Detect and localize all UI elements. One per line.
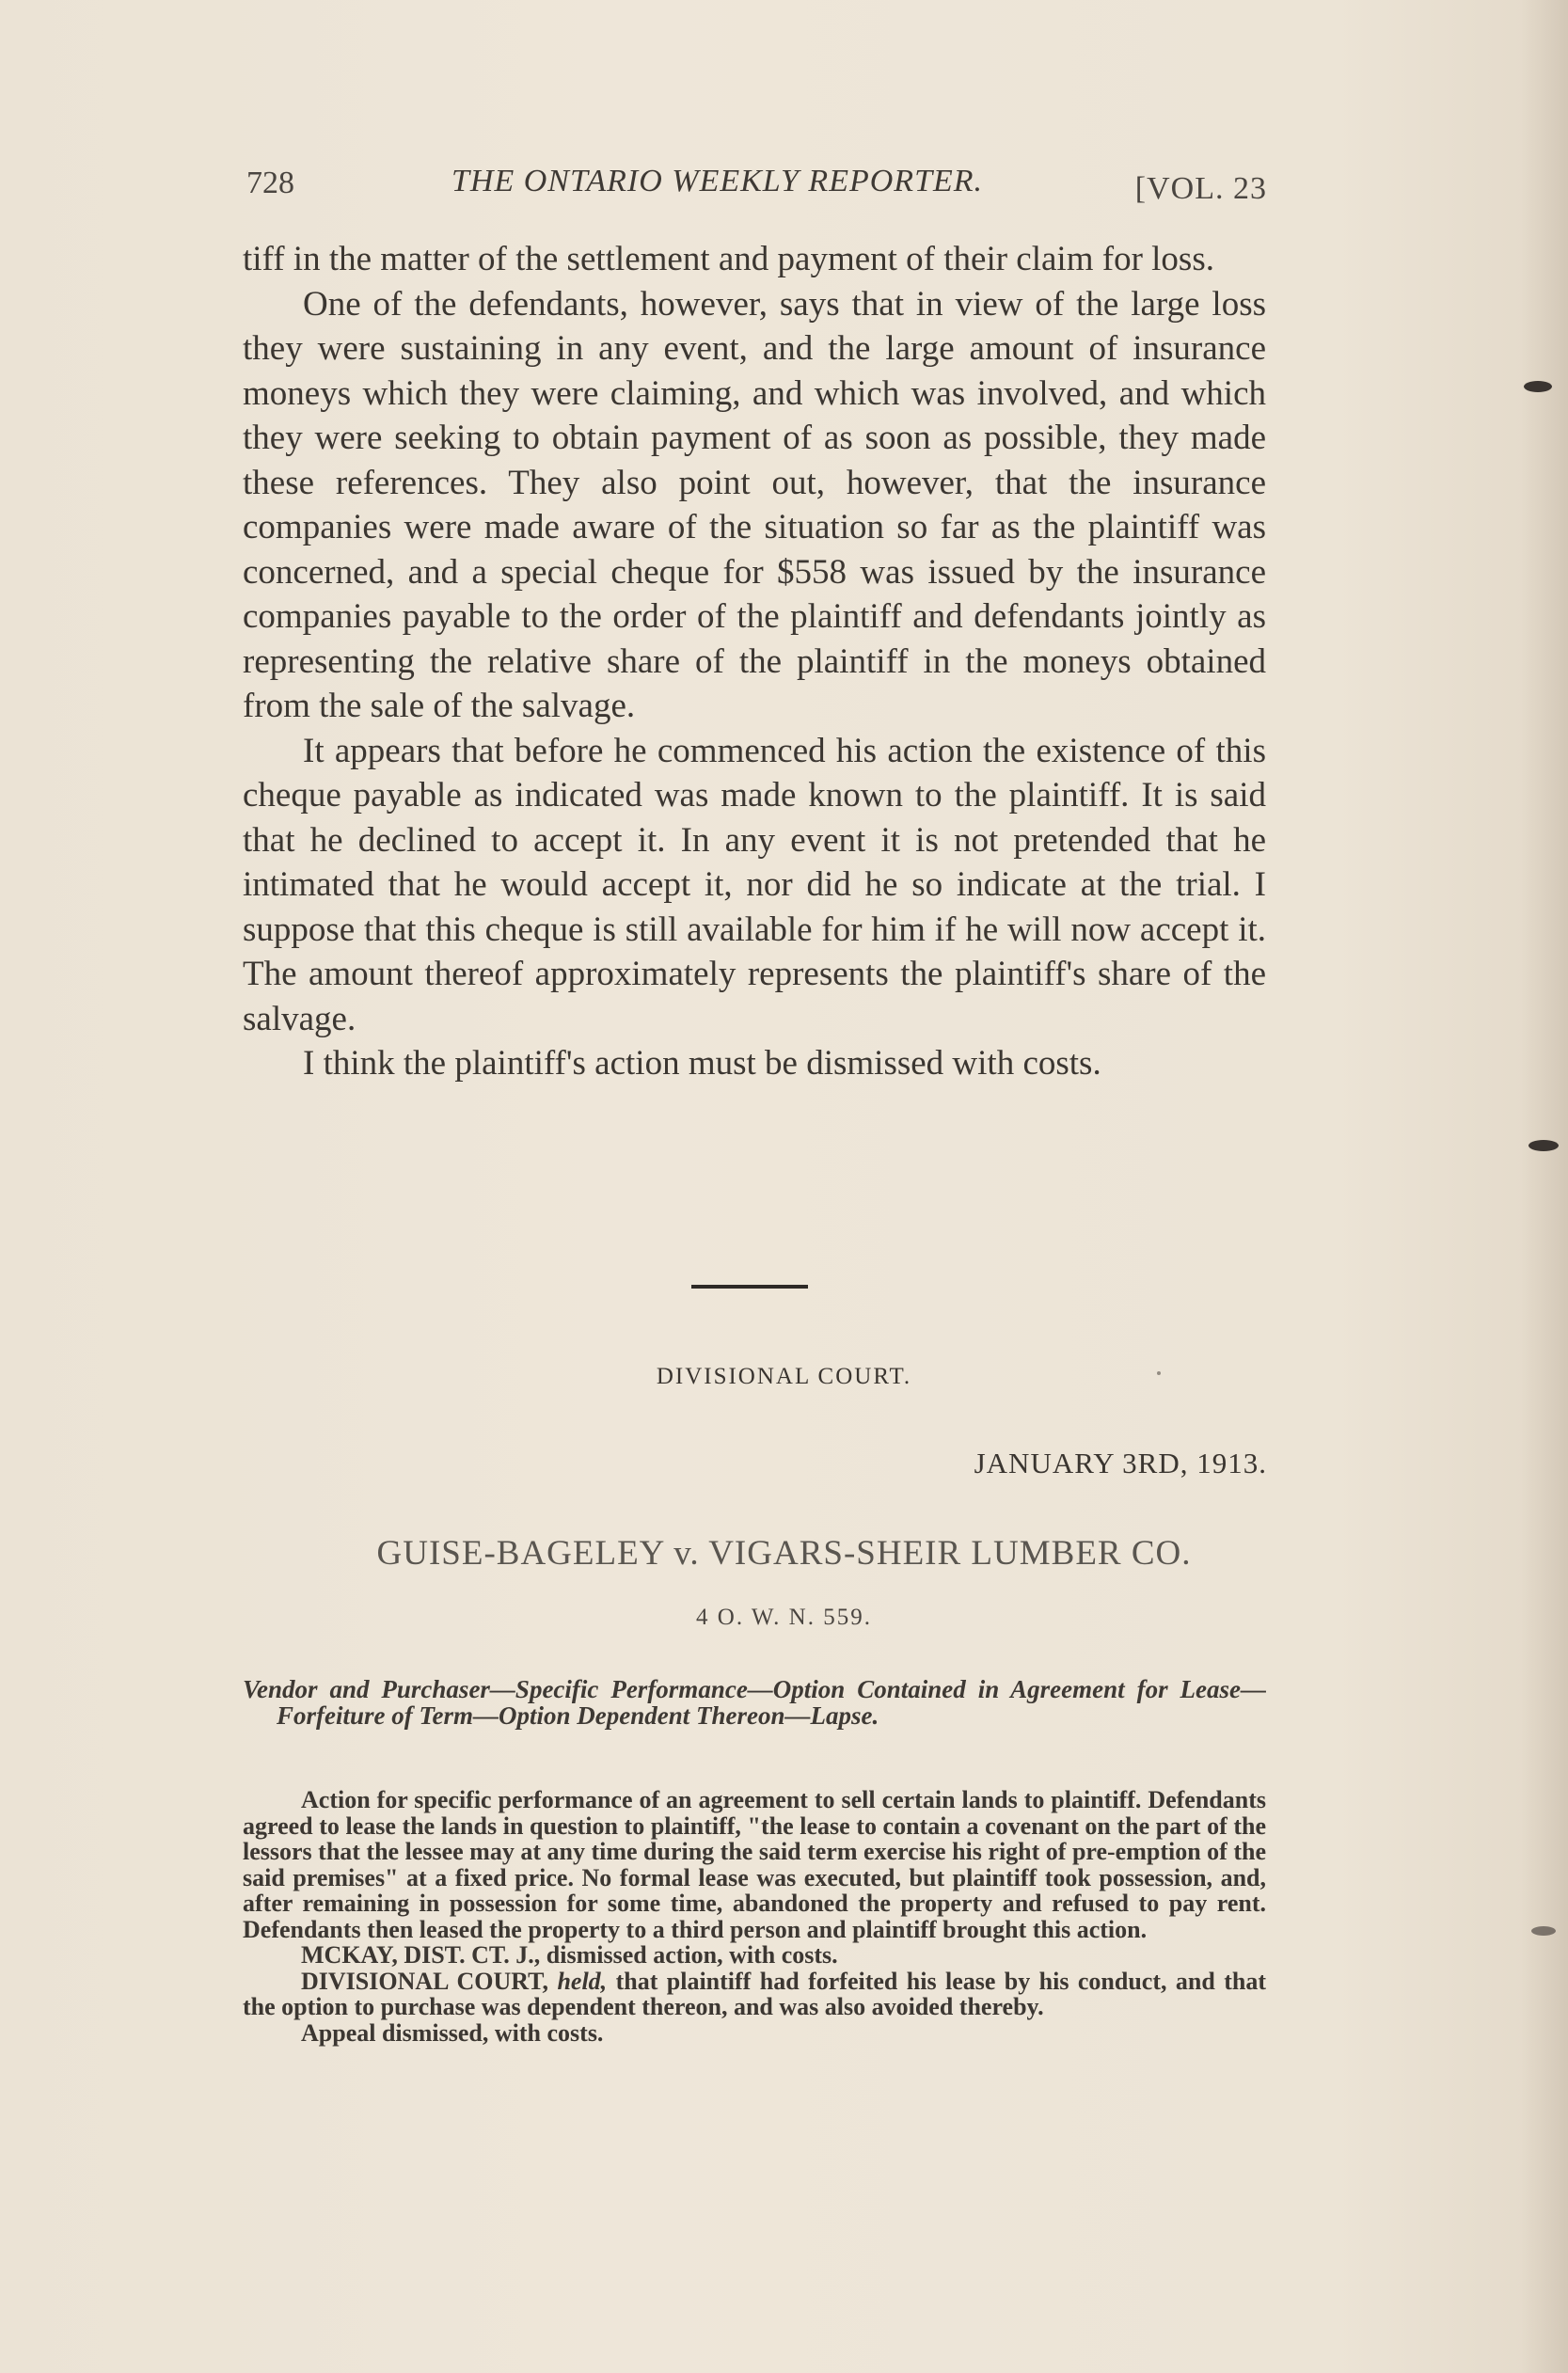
- section-divider: [691, 1285, 808, 1289]
- holding-text: that plaintiff had forfeited his lease by his conduct, and that the option to purchase was dependent thereon, and was also avoided thereby.: [243, 1967, 1267, 2020]
- case-citation: 4 O. W. N. 559.: [696, 1605, 872, 1630]
- running-title: THE ONTARIO WEEKLY REPORTER.: [451, 164, 984, 198]
- page-number: 728: [246, 166, 294, 200]
- paragraph: It appears that before he commenced his action the existence of this cheque payable as indicated was made known to the plaintiff. It is said that he declined to accept it. In any event it is not pretended that he intimated that he would accept it, nor did he so indicate at the trial. I suppose that this cheque is still available for him if he will now accept it. The amount thereof approximately represents the plaintiff's share of the salvage.: [243, 731, 1266, 1038]
- page-edge-shadow: [1521, 0, 1568, 2373]
- paper-blemish: [1528, 1140, 1559, 1151]
- judgment-text: [243, 237, 1266, 1086]
- held-label: held,: [557, 1967, 608, 1995]
- case-title: GUISE-BAGELEY v. VIGARS-SHEIR LUMBER CO.: [376, 1534, 1192, 1573]
- court-name: DIVISIONAL COURT,: [301, 1967, 549, 1995]
- summary-paragraph: Appeal dismissed, with costs.: [301, 2018, 604, 2047]
- page-header: [246, 158, 1267, 214]
- paragraph: One of the defendants, however, says that in view of the large loss they were sustaining in any event, and the large amount of insurance moneys which they were claiming, and which was involved, and which they were seeking to obtain payment of as soon as possible, they made these references. They also point out, however, that the insurance companies were made aware of the situation so far as the plaintiff was concerned, and a special cheque for $558 was issued by the insurance companies payable to the order of the plaintiff and defendants jointly as representing the relative share of the plaintiff in the moneys obtained from the sale of the salvage.: [243, 284, 1266, 725]
- decision-date: JANUARY 3RD, 1913.: [974, 1447, 1267, 1479]
- summary-paragraph: Action for specific performance of an agreement to sell certain lands to plaintiff. Defendants agreed to lease the lands in question to plaintiff, "the lease to contain a covenant on the part of the lessors that the lessee may at any time during the said term exercise his right of pre-emption of the said premises" at a fixed price. No formal lease was executed, but plaintiff took possession, and, after remaining in possession for some time, abandoned the property and refused to pay rent. Defendants then leased the property to a third person and plaintiff brought this action.: [243, 1786, 1266, 1943]
- volume-label: [VOL. 23: [1134, 171, 1267, 206]
- paper-blemish: [1157, 1371, 1161, 1375]
- headnote-text: Vendor and Purchaser—Specific Performance—Option Contained in Agreement for Lease—Forfeiture of Term—Option Dependent Thereon—Lapse.: [243, 1675, 1266, 1730]
- paper-blemish: [1531, 1926, 1556, 1936]
- summary-paragraph: MCKAY, DIST. CT. J., dismissed action, with costs.: [301, 1941, 838, 1969]
- summary-paragraph: [243, 1969, 1266, 2020]
- paragraph: I think the plaintiff's action must be dismissed with costs.: [303, 1044, 1101, 1083]
- headnote: [243, 1676, 1266, 1729]
- court-heading: DIVISIONAL COURT.: [656, 1364, 912, 1389]
- paragraph: tiff in the matter of the settlement and payment of their claim for loss.: [243, 240, 1214, 278]
- paper-blemish: [1524, 381, 1552, 392]
- case-summary: [243, 1787, 1266, 2046]
